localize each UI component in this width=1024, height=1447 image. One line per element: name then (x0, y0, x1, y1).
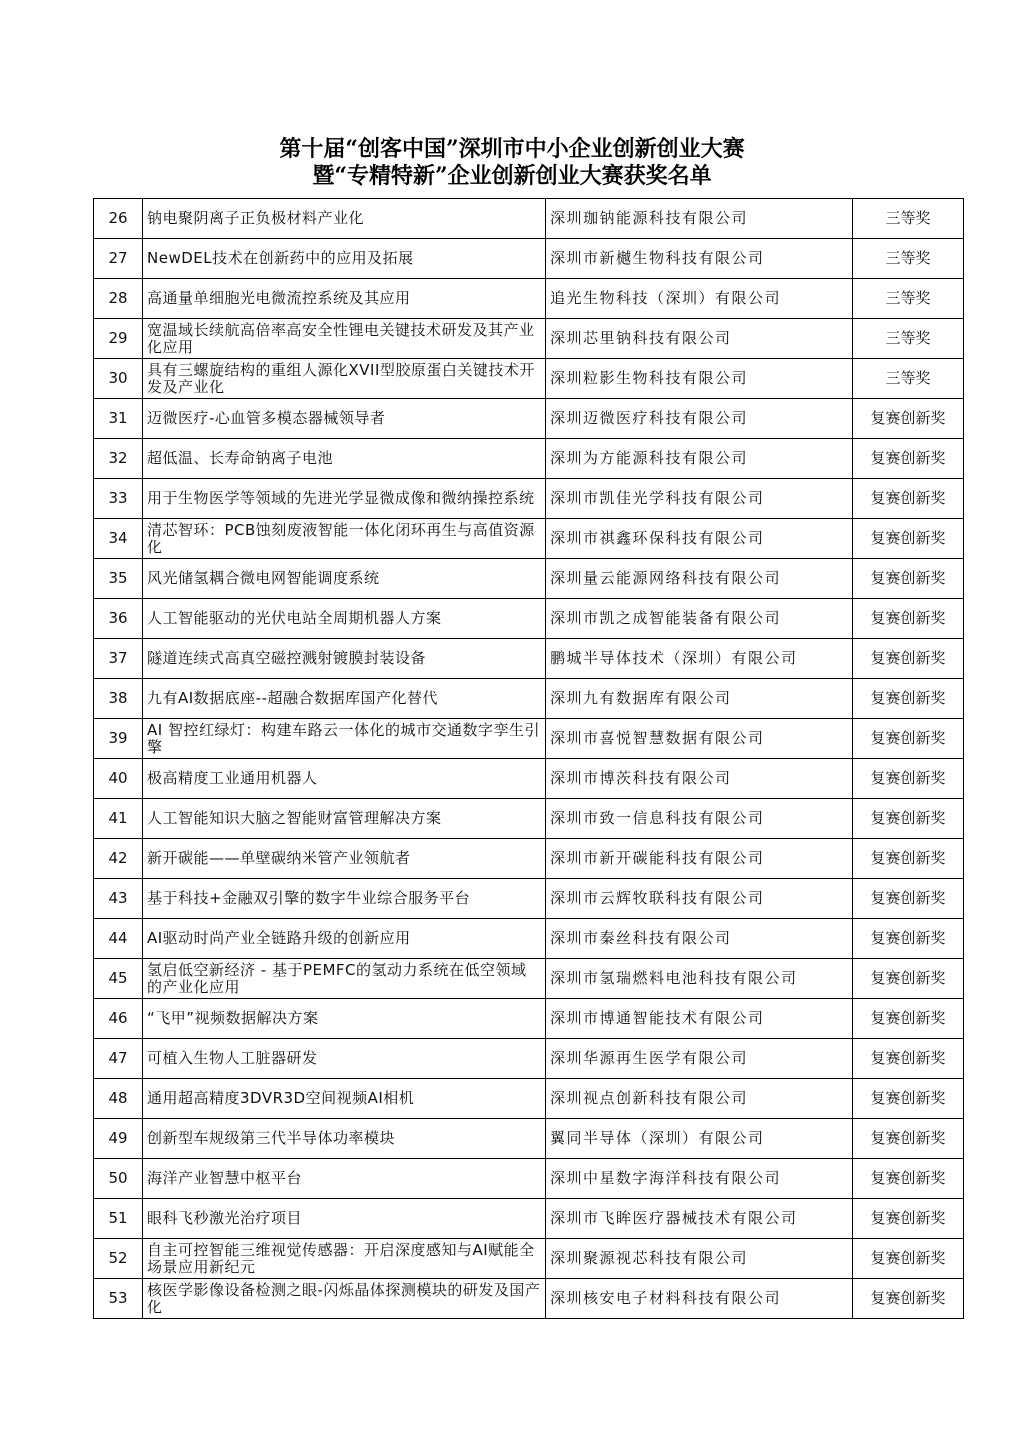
row-number: 41 (94, 799, 143, 839)
company-name: 深圳市云辉牧联科技有限公司 (546, 879, 853, 919)
row-number: 48 (94, 1079, 143, 1119)
award-level: 复赛创新奖 (853, 1239, 964, 1279)
row-number: 39 (94, 719, 143, 759)
table-row (94, 359, 964, 399)
table-row (94, 1119, 964, 1159)
company-name: 深圳市致一信息科技有限公司 (546, 799, 853, 839)
award-level: 复赛创新奖 (853, 559, 964, 599)
row-number: 38 (94, 679, 143, 719)
award-level: 复赛创新奖 (853, 1119, 964, 1159)
row-number: 26 (94, 199, 143, 239)
row-number: 45 (94, 959, 143, 999)
project-name: “飞甲”视频数据解决方案 (143, 999, 546, 1039)
table-row (94, 479, 964, 519)
award-level: 三等奖 (853, 319, 964, 359)
company-name: 深圳市喜悦智慧数据有限公司 (546, 719, 853, 759)
project-name: 隧道连续式高真空磁控溅射镀膜封装设备 (143, 639, 546, 679)
table-row (94, 1239, 964, 1279)
row-number: 49 (94, 1119, 143, 1159)
table-row (94, 919, 964, 959)
row-number: 34 (94, 519, 143, 559)
project-name: 人工智能驱动的光伏电站全周期机器人方案 (143, 599, 546, 639)
table-row (94, 719, 964, 759)
award-level: 复赛创新奖 (853, 679, 964, 719)
project-name: 创新型车规级第三代半导体功率模块 (143, 1119, 546, 1159)
project-name: 新开碳能——单壁碳纳米管产业领航者 (143, 839, 546, 879)
project-name: 极高精度工业通用机器人 (143, 759, 546, 799)
row-number: 40 (94, 759, 143, 799)
table-row (94, 239, 964, 279)
table-row (94, 519, 964, 559)
project-name: 可植入生物人工脏器研发 (143, 1039, 546, 1079)
row-number: 53 (94, 1279, 143, 1319)
table-row (94, 599, 964, 639)
project-name: 高通量单细胞光电微流控系统及其应用 (143, 279, 546, 319)
table-row (94, 319, 964, 359)
award-level: 复赛创新奖 (853, 1079, 964, 1119)
row-number: 32 (94, 439, 143, 479)
table-row (94, 1279, 964, 1319)
row-number: 43 (94, 879, 143, 919)
project-name: 核医学影像设备检测之眼-闪烁晶体探测模块的研发及国产化 (143, 1279, 546, 1319)
awards-table (93, 198, 964, 1319)
row-number: 42 (94, 839, 143, 879)
row-number: 44 (94, 919, 143, 959)
award-level: 复赛创新奖 (853, 719, 964, 759)
project-name: 迈微医疗-心血管多模态器械领导者 (143, 399, 546, 439)
table-row (94, 959, 964, 999)
table-row (94, 279, 964, 319)
company-name: 深圳市秦丝科技有限公司 (546, 919, 853, 959)
award-level: 复赛创新奖 (853, 1039, 964, 1079)
row-number: 29 (94, 319, 143, 359)
project-name: NewDEL技术在创新药中的应用及拓展 (143, 239, 546, 279)
table-row (94, 999, 964, 1039)
award-level: 复赛创新奖 (853, 839, 964, 879)
project-name: AI驱动时尚产业全链路升级的创新应用 (143, 919, 546, 959)
company-name: 深圳聚源视芯科技有限公司 (546, 1239, 853, 1279)
row-number: 52 (94, 1239, 143, 1279)
award-level: 复赛创新奖 (853, 519, 964, 559)
award-level: 复赛创新奖 (853, 759, 964, 799)
award-level: 复赛创新奖 (853, 439, 964, 479)
project-name: 钠电聚阴离子正负极材料产业化 (143, 199, 546, 239)
project-name: 九有AI数据底座--超融合数据库国产化替代 (143, 679, 546, 719)
row-number: 28 (94, 279, 143, 319)
award-level: 复赛创新奖 (853, 639, 964, 679)
row-number: 31 (94, 399, 143, 439)
project-name: 自主可控智能三维视觉传感器：开启深度感知与AI赋能全场景应用新纪元 (143, 1239, 546, 1279)
award-level: 复赛创新奖 (853, 1279, 964, 1319)
table-row (94, 1199, 964, 1239)
row-number: 30 (94, 359, 143, 399)
company-name: 深圳市博通智能技术有限公司 (546, 999, 853, 1039)
award-level: 复赛创新奖 (853, 999, 964, 1039)
table-row (94, 839, 964, 879)
company-name: 鹏城半导体技术（深圳）有限公司 (546, 639, 853, 679)
project-name: AI 智控红绿灯：构建车路云一体化的城市交通数字孪生引擎 (143, 719, 546, 759)
award-level: 复赛创新奖 (853, 919, 964, 959)
project-name: 人工智能知识大脑之智能财富管理解决方案 (143, 799, 546, 839)
company-name: 翼同半导体（深圳）有限公司 (546, 1119, 853, 1159)
table-row (94, 1159, 964, 1199)
table-row (94, 1039, 964, 1079)
project-name: 宽温域长续航高倍率高安全性锂电关键技术研发及其产业化应用 (143, 319, 546, 359)
row-number: 50 (94, 1159, 143, 1199)
table-row (94, 399, 964, 439)
project-name: 通用超高精度3DVR3D空间视频AI相机 (143, 1079, 546, 1119)
award-level: 复赛创新奖 (853, 1199, 964, 1239)
row-number: 36 (94, 599, 143, 639)
company-name: 深圳市新樾生物科技有限公司 (546, 239, 853, 279)
table-row (94, 439, 964, 479)
company-name: 深圳粒影生物科技有限公司 (546, 359, 853, 399)
project-name: 用于生物医学等领域的先进光学显微成像和微纳操控系统 (143, 479, 546, 519)
table-row (94, 879, 964, 919)
table-row (94, 759, 964, 799)
company-name: 追光生物科技（深圳）有限公司 (546, 279, 853, 319)
document-title-line2: 暨“专精特新”企业创新创业大赛获奖名单 (312, 163, 712, 189)
table-row (94, 679, 964, 719)
company-name: 深圳市新开碳能科技有限公司 (546, 839, 853, 879)
project-name: 具有三螺旋结构的重组人源化XVII型胶原蛋白关键技术开发及产业化 (143, 359, 546, 399)
project-name: 氢启低空新经济 - 基于PEMFC的氢动力系统在低空领域的产业化应用 (143, 959, 546, 999)
row-number: 35 (94, 559, 143, 599)
company-name: 深圳量云能源网络科技有限公司 (546, 559, 853, 599)
project-name: 基于科技+金融双引擎的数字牛业综合服务平台 (143, 879, 546, 919)
award-level: 三等奖 (853, 199, 964, 239)
table-row (94, 639, 964, 679)
award-level: 复赛创新奖 (853, 959, 964, 999)
award-level: 复赛创新奖 (853, 399, 964, 439)
company-name: 深圳华源再生医学有限公司 (546, 1039, 853, 1079)
table-row (94, 799, 964, 839)
award-level: 复赛创新奖 (853, 799, 964, 839)
company-name: 深圳市凯佳光学科技有限公司 (546, 479, 853, 519)
company-name: 深圳芯里钠科技有限公司 (546, 319, 853, 359)
document-title-line1: 第十届“创客中国”深圳市中小企业创新创业大赛 (279, 136, 745, 162)
project-name: 眼科飞秒激光治疗项目 (143, 1199, 546, 1239)
company-name: 深圳核安电子材料科技有限公司 (546, 1279, 853, 1319)
row-number: 51 (94, 1199, 143, 1239)
award-level: 复赛创新奖 (853, 599, 964, 639)
row-number: 27 (94, 239, 143, 279)
table-row (94, 1079, 964, 1119)
table-row (94, 559, 964, 599)
row-number: 33 (94, 479, 143, 519)
project-name: 海洋产业智慧中枢平台 (143, 1159, 546, 1199)
award-level: 三等奖 (853, 239, 964, 279)
award-level: 复赛创新奖 (853, 1159, 964, 1199)
project-name: 风光储氢耦合微电网智能调度系统 (143, 559, 546, 599)
company-name: 深圳中星数字海洋科技有限公司 (546, 1159, 853, 1199)
company-name: 深圳市博茨科技有限公司 (546, 759, 853, 799)
project-name: 超低温、长寿命钠离子电池 (143, 439, 546, 479)
company-name: 深圳迈微医疗科技有限公司 (546, 399, 853, 439)
award-level: 三等奖 (853, 359, 964, 399)
row-number: 46 (94, 999, 143, 1039)
company-name: 深圳市祺鑫环保科技有限公司 (546, 519, 853, 559)
award-level: 复赛创新奖 (853, 479, 964, 519)
company-name: 深圳为方能源科技有限公司 (546, 439, 853, 479)
company-name: 深圳珈钠能源科技有限公司 (546, 199, 853, 239)
row-number: 37 (94, 639, 143, 679)
project-name: 清芯智环：PCB蚀刻废液智能一体化闭环再生与高值资源化 (143, 519, 546, 559)
company-name: 深圳市氢瑞燃料电池科技有限公司 (546, 959, 853, 999)
company-name: 深圳市飞眸医疗器械技术有限公司 (546, 1199, 853, 1239)
company-name: 深圳九有数据库有限公司 (546, 679, 853, 719)
table-row (94, 199, 964, 239)
awards-table-body (94, 199, 964, 1319)
company-name: 深圳市凯之成智能装备有限公司 (546, 599, 853, 639)
award-level: 复赛创新奖 (853, 879, 964, 919)
award-level: 三等奖 (853, 279, 964, 319)
row-number: 47 (94, 1039, 143, 1079)
company-name: 深圳视点创新科技有限公司 (546, 1079, 853, 1119)
